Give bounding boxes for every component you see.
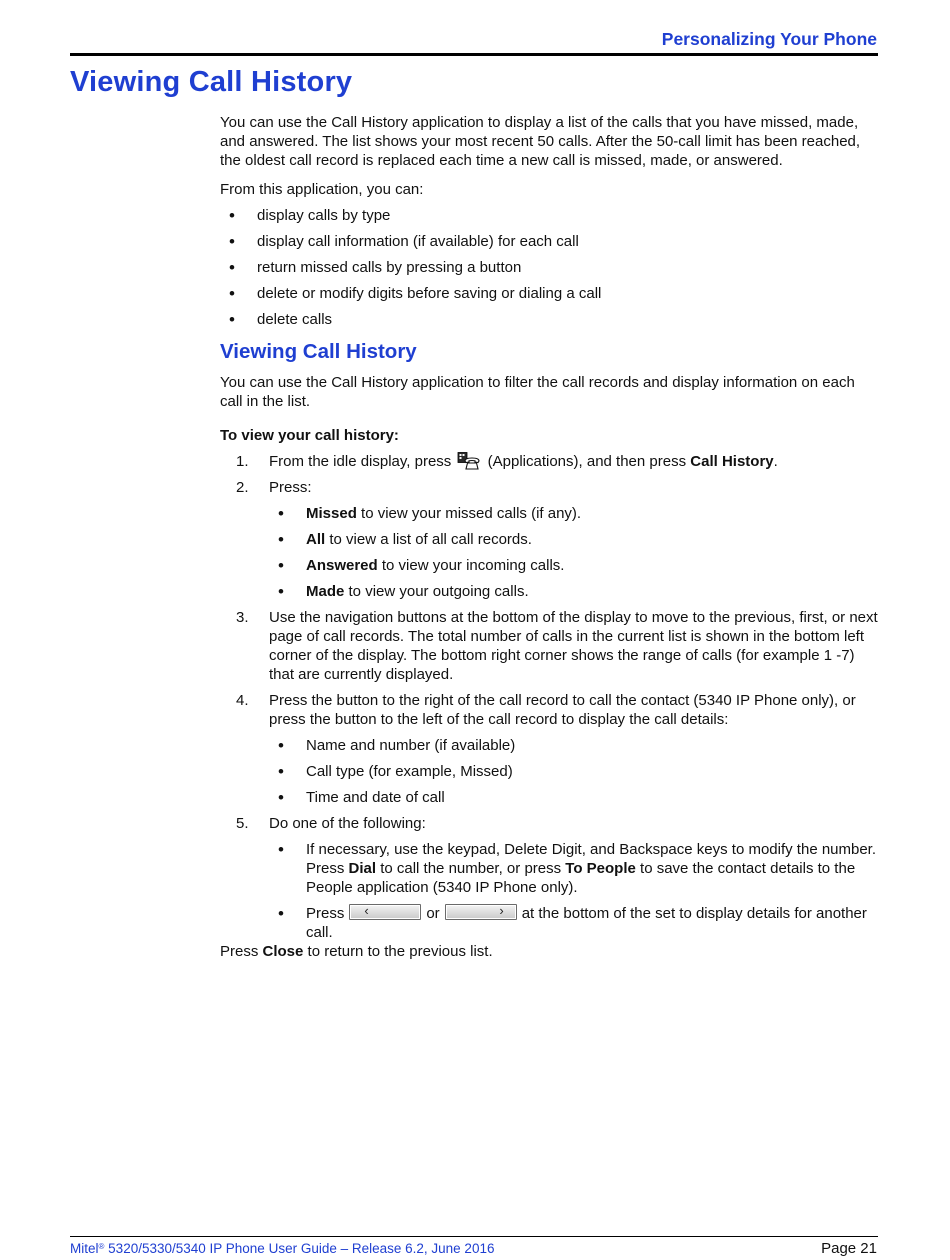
list-item: • return missed calls by pressing a button [220,258,880,277]
list-item: • display call information (if available) for each call [220,232,880,251]
step-5 [220,814,880,942]
key-label: Answered [306,557,378,574]
list-item: • delete or modify digits before saving or dialing a call [220,284,880,303]
step-number: 1. [236,453,249,470]
list-item [269,904,880,942]
intro-lead: From this application, you can: [220,181,424,198]
header-section-title: Personalizing Your Phone [661,29,877,49]
section-heading: Viewing Call History [220,340,417,363]
header-rule [70,53,878,56]
step-number: 3. [236,609,249,626]
item-text: Press [306,905,345,922]
next-key-button [445,904,517,920]
step-text: Press the button to the right of the call record to call the contact (5340 IP Phone only), or press the button to the left of the call record to display the call details: [269,692,856,728]
step-text: Press: [269,479,312,496]
step-text: From the idle display, press [269,453,452,470]
section-paragraph: You can use the Call History application to filter the call records and display information on each call in the list. [220,374,855,410]
main-content [220,113,880,961]
step-key-label: Call History [690,453,774,470]
step-4 [220,691,880,807]
steps-list [220,452,880,942]
step-3 [220,608,880,684]
applications-key-icon [457,452,481,470]
list-item [269,582,880,601]
footer-rule [70,1236,878,1237]
step-2 [220,478,880,601]
previous-key-button [349,904,421,920]
step-1 [220,452,880,471]
list-item: • Call type (for example, Missed) [269,762,880,781]
list-item: • delete calls [220,310,880,329]
call-filter-list [269,504,880,601]
chevron-left-icon: ‹ [364,903,369,918]
options-list [269,840,880,942]
key-label: Missed [306,505,357,522]
list-item [269,504,880,523]
item-text: to view your outgoing calls. [344,583,529,600]
feature-list [220,206,880,329]
list-item: • display calls by type [220,206,880,225]
list-item: • Name and number (if available) [269,736,880,755]
step-number: 5. [236,815,249,832]
list-item: • Time and date of call [269,788,880,807]
item-text: to view your incoming calls. [377,557,565,574]
step-text: (Applications), and then press [487,453,691,470]
key-label: All [306,531,326,548]
key-label: Dial [348,860,377,877]
footer-brand: Mitel [70,1241,99,1256]
item-text: to call the number, or press [376,860,566,877]
item-text: to view your missed calls (if any). [356,505,582,522]
closing-line [220,942,880,961]
page-title: Viewing Call History [70,66,353,98]
key-label: To People [565,860,636,877]
key-label: Close [262,943,304,960]
list-item [269,840,880,897]
call-details-list [269,736,880,807]
item-text: to view a list of all call records. [325,531,532,548]
closing-text: to return to the previous list. [303,943,493,960]
intro-paragraph: You can use the Call History application to display a list of the calls that you have missed, made, and answered. The list shows your most recent 50 calls. After the 50-call limit has been reached, the oldest call record is replaced each time a new call is missed, made, or answered. [220,114,861,169]
procedure-heading: To view your call history: [220,427,399,444]
step-text: . [773,453,778,470]
item-text: If necessary, use the keypad, Delete Digit, and Backspace keys to modify the number. Press [306,841,877,877]
chevron-right-icon: › [499,903,504,918]
footer-guide-title [70,1241,494,1256]
item-text: at the bottom of the set to display details for another call. [306,905,867,941]
footer-guide-text: 5320/5330/5340 IP Phone User Guide – Release 6.2, June 2016 [104,1241,495,1256]
list-item [269,556,880,575]
item-text: or [426,905,440,922]
list-item [269,530,880,549]
step-number: 4. [236,692,249,709]
key-label: Made [306,583,345,600]
registered-mark: ® [98,1242,105,1251]
step-text: Use the navigation buttons at the bottom of the display to move to the previous, first, or next page of call records. The total number of calls in the current list is shown in the bottom left corner of the display. The bottom right corner shows the range of calls (for example 1 -7) that are currently displayed. [269,609,878,683]
step-number: 2. [236,479,249,496]
closing-text: Press [220,943,263,960]
step-text: Do one of the following: [269,815,426,832]
page-number: Page 21 [821,1240,877,1257]
item-text: to save the contact details to the People application (5340 IP Phone only). [306,860,856,896]
